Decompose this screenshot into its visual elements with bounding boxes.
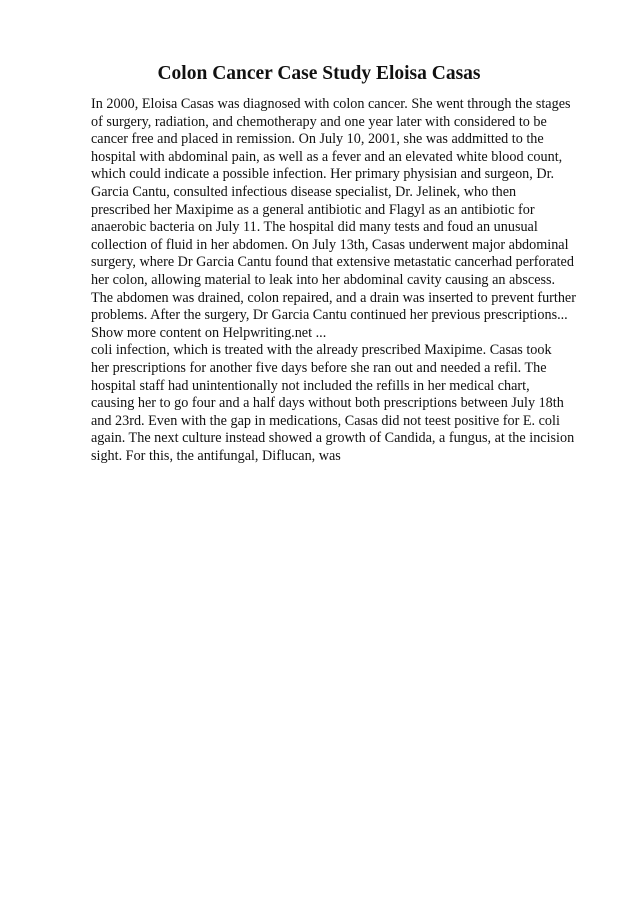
body-line: her colon, allowing material to leak into her abdominal cavity causing an abscess. (91, 271, 556, 288)
body-line: cancer free and placed in remission. On July 10, 2001, she was addmitted to the (91, 131, 544, 148)
body-line: and 23rd. Even with the gap in medications, Casas did not teest positive for E. coli (91, 412, 560, 429)
body-line: sight. For this, the antifungal, Diflucan, was (91, 447, 341, 464)
body-line: problems. After the surgery, Dr Garcia Cantu continued her previous prescriptions... (91, 307, 568, 324)
body-line: hospital staff had unintentionally not included the refills in her medical chart, (91, 377, 530, 394)
body-line: In 2000, Eloisa Casas was diagnosed with colon cancer. She went through the stages (91, 96, 571, 112)
body-line: her prescriptions for another five days before she ran out and needed a refil. The (91, 359, 547, 376)
body-line: anaerobic bacteria on July 11. The hospital did many tests and foud an unusual (91, 219, 538, 236)
body-line: again. The next culture instead showed a growth of Candida, a fungus, at the incision (91, 430, 575, 447)
body-line: hospital with abdominal pain, as well as a fever and an elevated white blood count, (91, 148, 563, 165)
document-title: Colon Cancer Case Study Eloisa Casas (157, 63, 481, 84)
body-line: coli infection, which is treated with the already prescribed Maxipime. Casas took (91, 342, 552, 359)
body-line: causing her to go four and a half days without both prescriptions between July 18th (91, 395, 564, 412)
body-line: surgery, where Dr Garcia Cantu found that extensive metastatic cancerhad perforated (91, 254, 574, 271)
body-line: prescribed her Maxipime as a general antibiotic and Flagyl as an antibiotic for (91, 201, 535, 218)
body-line: which could indicate a possible infection. Her primary physisian and surgeon, Dr. (91, 166, 555, 183)
show-more-link[interactable]: Show more content on Helpwriting.net ... (91, 324, 327, 341)
body-line: The abdomen was drained, colon repaired, and a drain was inserted to prevent further (91, 289, 576, 306)
document-body (91, 96, 601, 465)
body-line: collection of fluid in her abdomen. On July 13th, Casas underwent major abdominal (91, 236, 569, 253)
body-line: Garcia Cantu, consulted infectious disease specialist, Dr. Jelinek, who then (91, 183, 517, 200)
body-line: of surgery, radiation, and chemotherapy and one year later with considered to be (91, 113, 547, 130)
